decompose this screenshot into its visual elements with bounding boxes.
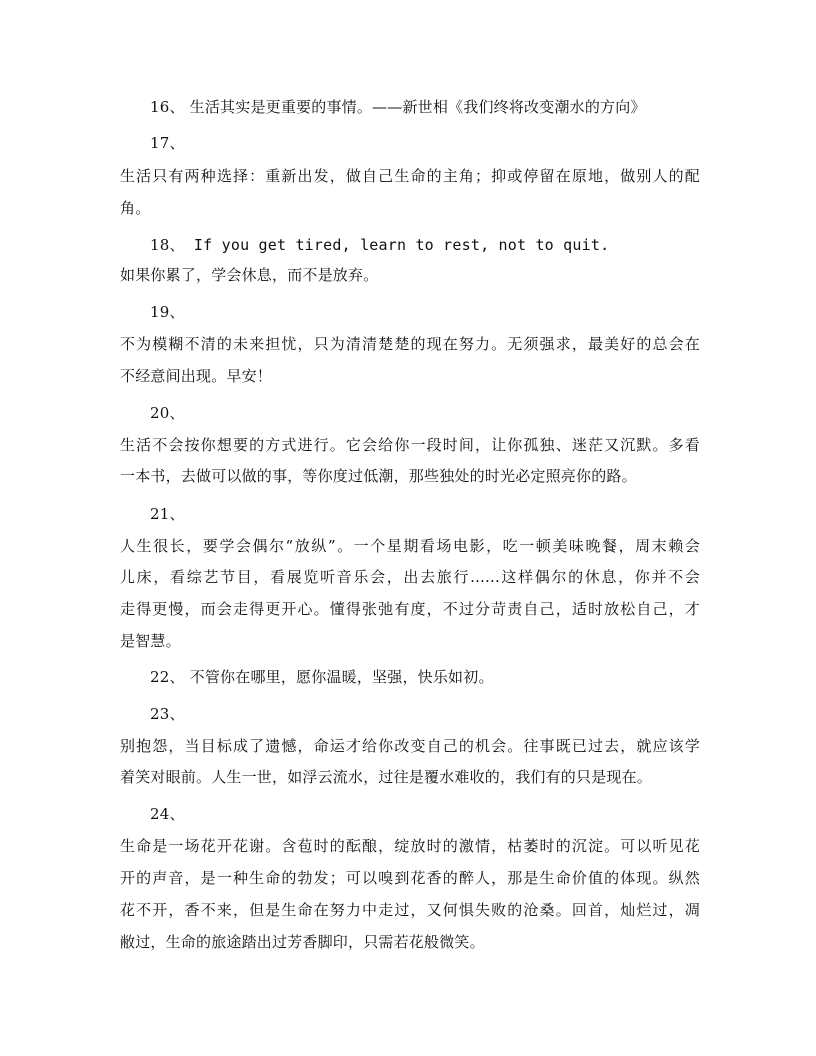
entry-24-line-1: 生命是一场花开花谢。含苞时的酝酿，绽放时的激情，枯萎时的沉淀。可以听见花 xyxy=(120,837,700,855)
entry-20-number: 20、 xyxy=(150,404,185,422)
entry-16-heading xyxy=(150,97,730,117)
entry-19-line-1: 不为模糊不清的未来担忧，只为清清楚楚的现在努力。无须强求，最美好的总会在 xyxy=(120,335,700,353)
entry-23-line-1: 别抱怨，当目标成了遗憾，命运才给你改变自己的机会。往事既已过去，就应该学 xyxy=(120,737,700,755)
entry-21-line-1: 人生很长，要学会偶尔“放纵”。一个星期看场电影，吃一顿美味晚餐，周末赖会 xyxy=(120,537,700,555)
entry-inline-text: If you get tired, learn to rest, not to quit. xyxy=(184,236,610,254)
entry-19-number: 19、 xyxy=(150,303,185,321)
entry-18-heading xyxy=(150,235,730,255)
entry-number: 16、 xyxy=(150,98,185,116)
entry-number: 18、 xyxy=(150,236,185,254)
entry-21-line-4: 是智慧。 xyxy=(120,632,181,650)
entry-22-heading xyxy=(150,667,730,687)
entry-number: 22、 xyxy=(150,668,185,686)
entry-inline-text: 不管你在哪里，愿你温暖，坚强，快乐如初。 xyxy=(184,668,494,686)
entry-17-line-1: 生活只有两种选择：重新出发，做自己生命的主角；抑或停留在原地，做别人的配 xyxy=(120,167,700,185)
entry-20-line-2: 一本书，去做可以做的事，等你度过低潮，那些独处的时光必定照亮你的路。 xyxy=(120,467,637,485)
entry-inline-text: 生活其实是更重要的事情。——新世相《我们终将改变潮水的方向》 xyxy=(184,98,646,116)
entry-24-line-3: 花不开，香不来，但是生命在努力中走过，又何惧失败的沧桑。回首，灿烂过，凋 xyxy=(120,901,700,919)
entry-24-line-4: 敝过，生命的旅途踏出过芳香脚印，只需若花般微笑。 xyxy=(120,933,485,951)
entry-24-number: 24、 xyxy=(150,805,185,823)
entry-21-line-2: 儿床，看综艺节目，看展览听音乐会，出去旅行......这样偶尔的休息，你并不会 xyxy=(120,568,700,586)
entry-19-line-2: 不经意间出现。早安！ xyxy=(120,367,273,385)
entry-18-line-1: 如果你累了，学会休息，而不是放弃。 xyxy=(120,266,379,284)
entry-23-number: 23、 xyxy=(150,705,185,723)
entry-21-number: 21、 xyxy=(150,505,185,523)
entry-17-number: 17、 xyxy=(150,134,185,152)
entry-24-line-2: 开的声音，是一种生命的勃发；可以嗅到花香的醉人，那是生命价值的体现。纵然 xyxy=(120,869,700,887)
entry-23-line-2: 着笑对眼前。人生一世，如浮云流水，过往是覆水难收的，我们有的只是现在。 xyxy=(120,768,653,786)
entry-21-line-3: 走得更慢，而会走得更开心。懂得张弛有度，不过分苛责自己，适时放松自己，才 xyxy=(120,600,700,618)
entry-20-line-1: 生活不会按你想要的方式进行。它会给你一段时间，让你孤独、迷茫又沉默。多看 xyxy=(120,436,700,454)
entry-17-line-2: 角。 xyxy=(120,199,151,217)
